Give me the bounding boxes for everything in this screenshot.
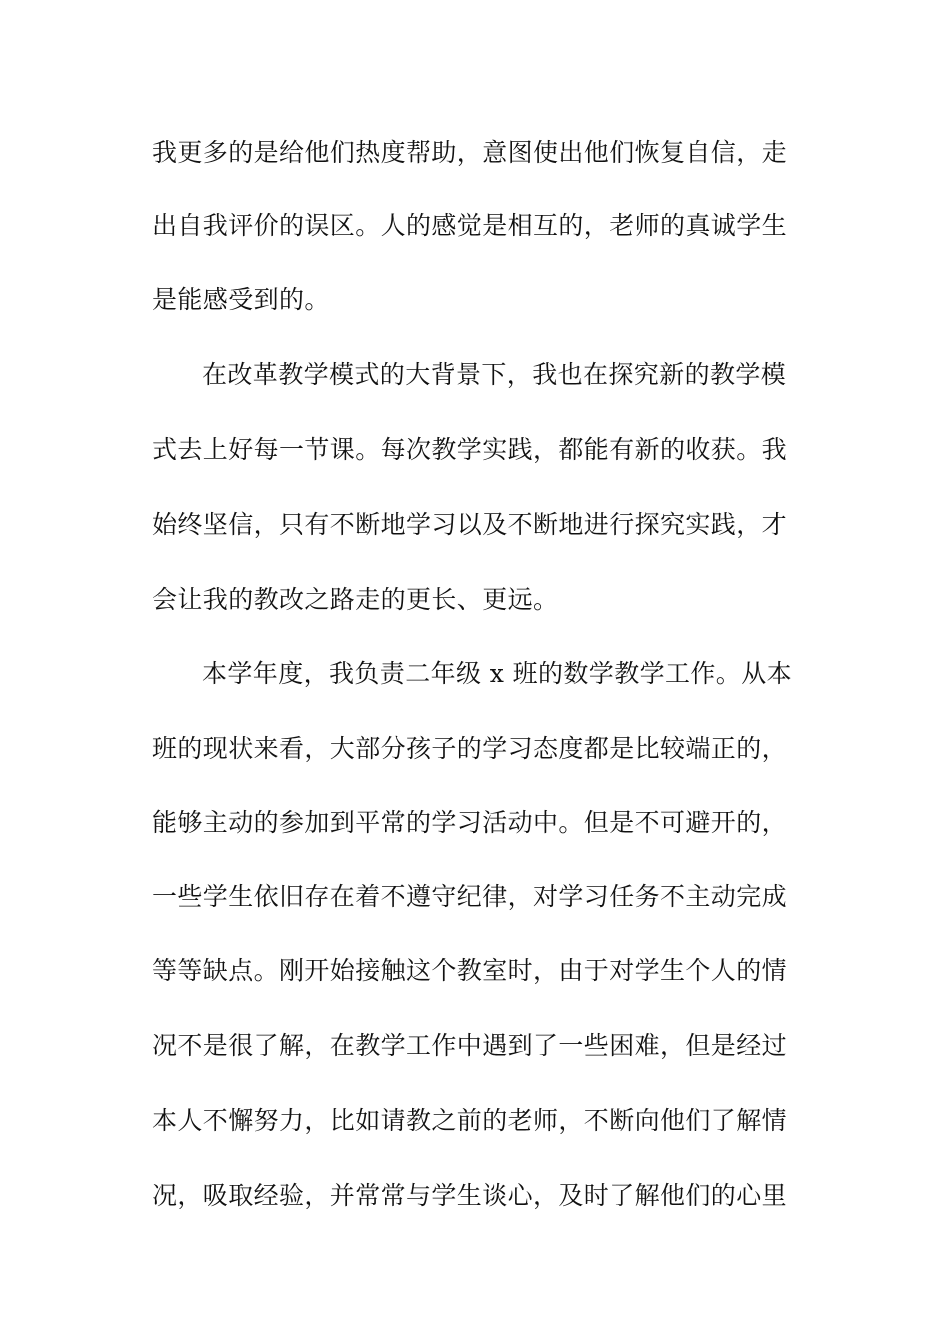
text-line: 等等缺点。刚开始接触这个教室时，由于对学生个人的情	[152, 956, 788, 985]
text-line: 我更多的是给他们热度帮助，意图使出他们恢复自信，走	[152, 138, 788, 167]
text-line: 始终坚信，只有不断地学习以及不断地进行探究实践，才	[152, 510, 788, 539]
text-line: 能够主动的参加到平常的学习活动中。但是不可避开的，	[152, 808, 788, 837]
text-line: 会让我的教改之路走的更长、更远。	[152, 585, 559, 614]
text-line: 班的现状来看，大部分孩子的学习态度都是比较端正的，	[152, 734, 788, 763]
text-line: 是能感受到的。	[152, 285, 330, 314]
text-line: 况，吸取经验，并常常与学生谈心，及时了解他们的心里	[152, 1181, 788, 1210]
paragraph-first-line: 在改革教学模式的大背景下，我也在探究新的教学模	[202, 360, 787, 389]
text-line: 式去上好每一节课。每次教学实践，都能有新的收获。我	[152, 435, 788, 464]
text-line: 一些学生依旧存在着不遵守纪律，对学习任务不主动完成	[152, 882, 788, 911]
text-line: 况不是很了解，在教学工作中遇到了一些困难，但是经过	[152, 1031, 788, 1060]
paragraph-first-line: 本学年度，我负责二年级 x 班的数学教学工作。从本	[202, 659, 792, 688]
text-line: 出自我评价的误区。人的感觉是相互的，老师的真诚学生	[152, 211, 788, 240]
text-line: 本人不懈努力，比如请教之前的老师，不断向他们了解情	[152, 1106, 788, 1135]
